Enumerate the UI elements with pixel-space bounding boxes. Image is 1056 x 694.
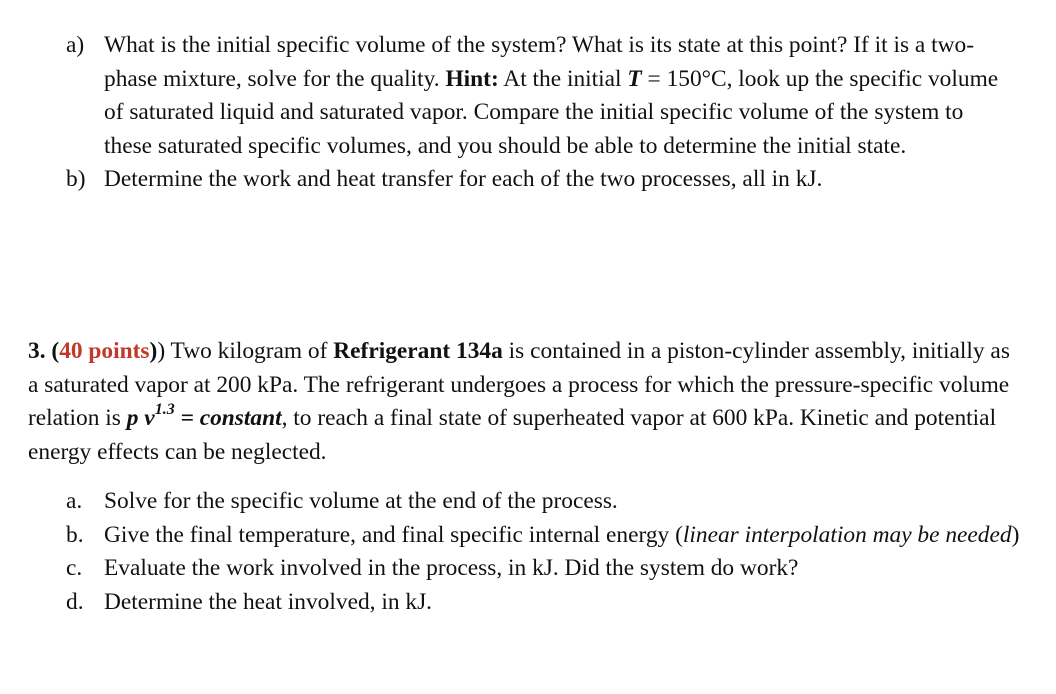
- points-value: 40 points: [59, 338, 150, 364]
- problem-2-subparts: [0, 29, 1056, 197]
- subpart-a: [0, 29, 1056, 163]
- subpart-text: [104, 519, 1029, 553]
- subpart-text: Determine the work and heat transfer for each of the two processes, all in kJ.: [104, 166, 823, 192]
- hint-pre: At the initial: [498, 65, 628, 92]
- subpart-text: [104, 29, 1004, 163]
- interpolation-note: linear interpolation may be needed: [682, 521, 1012, 548]
- relation-exponent: 1.3: [154, 401, 175, 419]
- problem-text-2: , to reach a final state of superheated vapor at 600 kPa. Kinetic and potential energy effects can be neglected.: [28, 405, 997, 465]
- hint-text: = 150°C, look up the specific volume of saturated liquid and saturated vapor. Compare the initial specific volume of the system to these saturated specific volumes, and you should be able to determine the initial state.: [104, 65, 999, 159]
- subpart-text: Determine the heat involved, in kJ.: [104, 588, 433, 615]
- subpart-c: [0, 552, 1056, 586]
- subpart-text-main: Give the final temperature, and final specific internal energy (: [104, 521, 683, 548]
- subpart-a: [0, 485, 1056, 519]
- subpart-marker: c.: [66, 555, 83, 581]
- subpart-marker: a.: [66, 488, 83, 514]
- closing-paren: ): [1011, 521, 1020, 548]
- subpart-marker: b.: [66, 521, 84, 548]
- subpart-b: [0, 163, 1056, 197]
- subpart-d: [0, 586, 1056, 620]
- problem-3-subparts: [0, 485, 1056, 619]
- subpart-text: Solve for the specific volume at the end of the process.: [104, 488, 618, 514]
- problem-number: 3. (: [28, 338, 60, 364]
- relation-constant: = constant: [174, 405, 282, 431]
- subpart-text: Evaluate the work involved in the process, in kJ. Did the system do work?: [104, 555, 799, 581]
- subpart-marker: b): [66, 166, 86, 192]
- temperature-symbol: T: [627, 65, 642, 92]
- subpart-marker: a): [66, 32, 85, 58]
- substance-name: Refrigerant 134a: [333, 338, 503, 364]
- question-text: What is the initial specific volume of the system? What is its state at this point? If it is a two-phase mixture, solve for the quality.: [104, 32, 975, 92]
- relation-pv: p v: [126, 405, 155, 431]
- problem-number-close: ): [149, 338, 158, 364]
- problem-text-1: is contained in a piston-cylinder assembly, initially as a saturated vapor at 200 kPa. The refrigerant undergoes a process for which the pressure-specific volume relation is: [28, 338, 1010, 431]
- subpart-b: [0, 519, 1056, 553]
- problem-3-statement: [28, 335, 1023, 469]
- problem-intro: ) Two kilogram of: [157, 338, 334, 364]
- subpart-marker: d.: [66, 588, 84, 615]
- hint-label: Hint:: [445, 65, 499, 92]
